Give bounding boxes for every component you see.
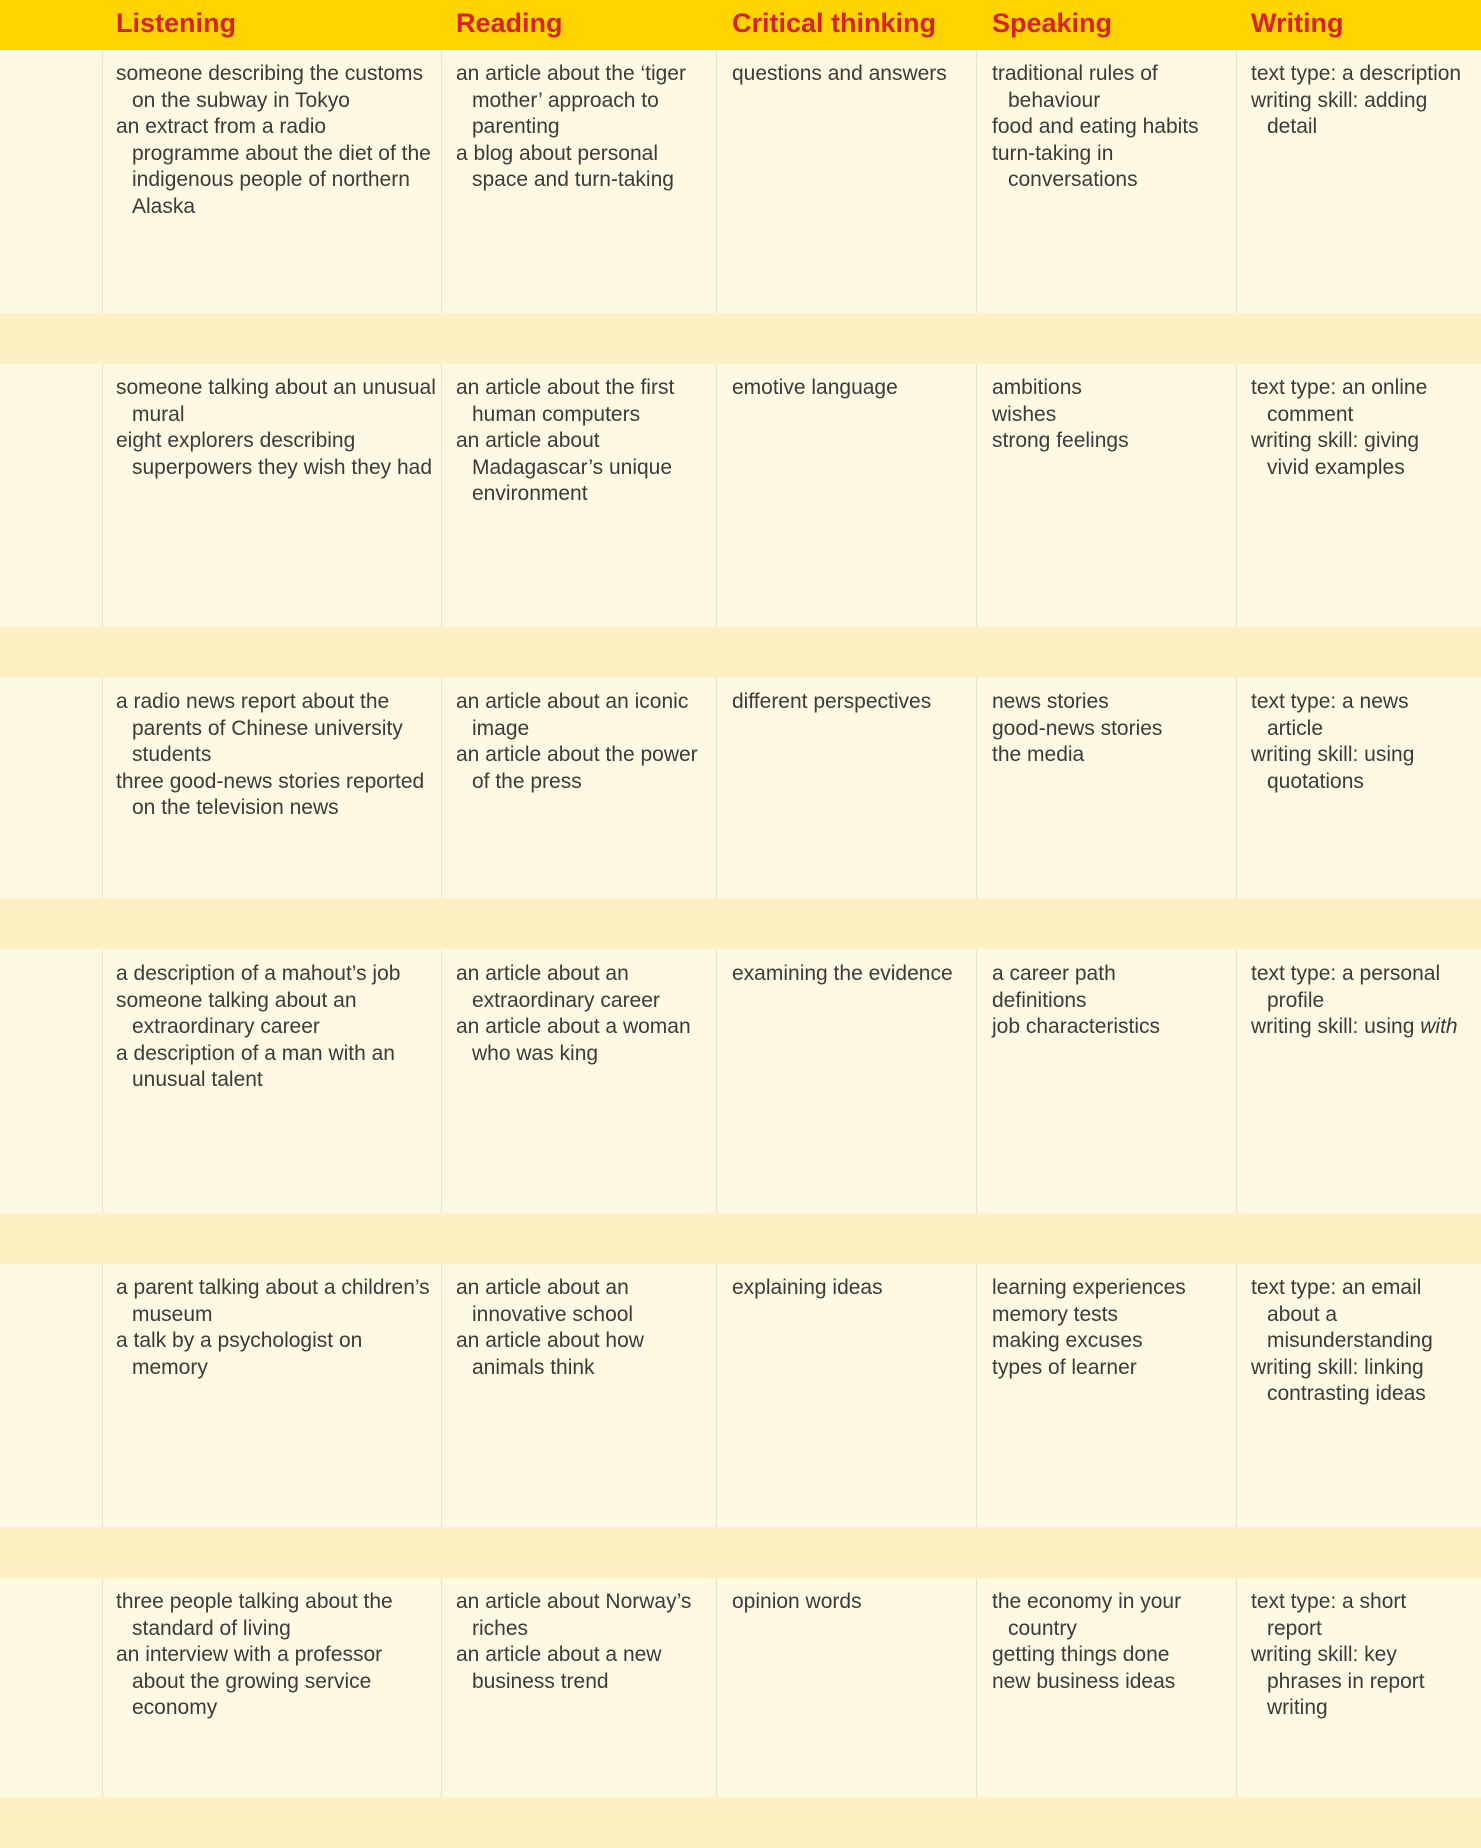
cell-speaking [992, 375, 1232, 455]
list-item [732, 375, 972, 402]
item-text: opinion words [732, 1590, 862, 1613]
item-text: an article about an innovative school [456, 1276, 634, 1326]
item-text: text type: a short report [1251, 1590, 1407, 1640]
column-divider [102, 1264, 103, 1527]
column-divider [976, 364, 977, 627]
cell-listening [116, 375, 436, 481]
list-item [992, 988, 1232, 1015]
cell-speaking [992, 61, 1232, 194]
list-item [1251, 1014, 1466, 1041]
column-divider [976, 950, 977, 1213]
column-divider [441, 364, 442, 627]
item-text: writing skill: adding detail [1251, 88, 1428, 139]
row-separator [0, 1213, 1481, 1264]
list-item [116, 988, 436, 1041]
list-item [456, 1275, 718, 1328]
list-item [456, 689, 718, 742]
list-item [992, 402, 1232, 429]
column-divider [1236, 1578, 1237, 1798]
list-item [992, 61, 1232, 114]
column-divider [1236, 950, 1237, 1213]
list-item [456, 375, 718, 428]
item-text: three good-news stories reported on the television news [116, 769, 425, 820]
list-item [992, 1014, 1232, 1041]
list-item [992, 1355, 1232, 1382]
item-text: a career path [992, 962, 1116, 985]
item-text: an article about an iconic image [456, 690, 689, 740]
cell-reading [456, 961, 718, 1067]
list-item [456, 141, 718, 194]
list-item [732, 61, 972, 88]
list-item [1251, 375, 1466, 428]
list-item [456, 1642, 718, 1695]
table-row [0, 364, 1481, 627]
list-item [992, 689, 1232, 716]
cell-writing [1251, 1589, 1466, 1722]
row-separator [0, 313, 1481, 364]
column-divider [102, 950, 103, 1213]
item-text: good-news stories [992, 716, 1163, 740]
item-text: someone talking about an extraordinary career [116, 988, 357, 1039]
item-text: the economy in your country [992, 1590, 1182, 1640]
list-item [116, 375, 436, 428]
cell-writing [1251, 375, 1466, 481]
list-item [116, 1589, 436, 1642]
item-text: an article about how animals think [456, 1329, 644, 1379]
cell-writing [1251, 689, 1466, 795]
item-text: an interview with a professor about the growing service economy [116, 1643, 383, 1720]
column-divider [102, 50, 103, 313]
item-text: writing skill: giving vivid examples [1251, 429, 1420, 479]
header-listening: Listening [116, 8, 236, 38]
cell-critical-thinking [732, 961, 972, 988]
item-text: an article about Norway’s riches [456, 1590, 692, 1640]
item-text: writing skill: key phrases in report writing [1251, 1643, 1425, 1720]
list-item [116, 689, 436, 769]
list-item [992, 141, 1232, 194]
item-text: writing skill: using [1251, 1015, 1415, 1039]
list-item [732, 1275, 972, 1302]
cell-critical-thinking [732, 61, 972, 88]
cell-listening [116, 1275, 436, 1381]
item-text: a blog about personal space and turn-taking [456, 141, 674, 192]
cell-reading [456, 1275, 718, 1381]
item-text: job characteristics [992, 1015, 1161, 1039]
column-divider [441, 1578, 442, 1798]
cell-listening [116, 1589, 436, 1722]
item-text: strong feelings [992, 429, 1129, 453]
item-text: a description of a man with an unusual talent [116, 1041, 395, 1092]
list-item [992, 742, 1232, 769]
table-row [0, 950, 1481, 1213]
list-item [456, 1328, 718, 1381]
header-writing: Writing [1251, 8, 1344, 38]
cell-listening [116, 689, 436, 822]
column-divider [976, 1264, 977, 1527]
list-item [116, 1041, 436, 1094]
cell-writing [1251, 1275, 1466, 1408]
list-item [1251, 61, 1466, 88]
row-separator [0, 898, 1481, 949]
column-divider [1236, 1264, 1237, 1527]
item-text: someone describing the customs on the subway in Tokyo [116, 62, 423, 112]
header-critical-thinking: Critical thinking [732, 8, 937, 38]
list-item [1251, 428, 1466, 481]
list-item [1251, 1589, 1466, 1642]
row-separator [0, 1797, 1481, 1848]
column-divider [441, 950, 442, 1213]
table-row [0, 678, 1481, 898]
list-item [992, 1589, 1232, 1642]
list-item [992, 1669, 1232, 1696]
column-divider [102, 1578, 103, 1798]
cell-speaking [992, 961, 1232, 1041]
list-item [116, 114, 436, 220]
cell-critical-thinking [732, 689, 972, 716]
cell-listening [116, 961, 436, 1094]
item-text: an article about the ‘tiger mother’ approach to parenting [456, 62, 686, 139]
item-text: a talk by a psychologist on memory [116, 1329, 363, 1379]
item-text: an article about an extraordinary career [456, 962, 660, 1012]
item-text: explaining ideas [732, 1276, 883, 1299]
column-divider [1236, 50, 1237, 313]
column-divider [976, 678, 977, 898]
item-text: a description of a mahout’s job [116, 962, 401, 985]
list-item [992, 428, 1232, 455]
item-text: examining the evidence [732, 962, 953, 985]
column-divider [102, 364, 103, 627]
list-item [116, 1328, 436, 1381]
item-text: eight explorers describing superpowers they wish they had [116, 429, 432, 479]
list-item [992, 1328, 1232, 1355]
item-text: learning experiences [992, 1276, 1186, 1299]
item-text: ambitions [992, 376, 1082, 399]
list-item [456, 61, 718, 141]
item-text: an extract from a radio programme about the diet of the indigenous people of northern Alaska [116, 115, 431, 218]
item-text: wishes [992, 402, 1057, 426]
list-item [732, 1589, 972, 1616]
column-divider [102, 678, 103, 898]
item-text: text type: a personal profile [1251, 962, 1441, 1012]
list-item [1251, 1642, 1466, 1722]
cell-listening [116, 61, 436, 221]
item-text: someone talking about an unusual mural [116, 376, 436, 426]
cell-speaking [992, 1589, 1232, 1695]
item-text: text type: an online comment [1251, 376, 1428, 426]
item-text: emotive language [732, 376, 898, 399]
cell-reading [456, 61, 718, 194]
list-item [992, 375, 1232, 402]
item-emphasis: with [1420, 1015, 1458, 1039]
item-text: a radio news report about the parents of Chinese university students [116, 690, 403, 767]
list-item [1251, 961, 1466, 1014]
list-item [732, 961, 972, 988]
item-text: turn-taking in conversations [992, 141, 1138, 192]
list-item [992, 114, 1232, 141]
cell-reading [456, 689, 718, 795]
cell-critical-thinking [732, 1589, 972, 1616]
item-text: text type: a news article [1251, 690, 1409, 740]
table-header [0, 0, 1481, 50]
list-item [992, 1302, 1232, 1329]
item-text: three people talking about the standard of living [116, 1590, 393, 1640]
item-text: text type: an email about a misunderstanding [1251, 1276, 1433, 1353]
item-text: making excuses [992, 1329, 1143, 1353]
item-text: questions and answers [732, 62, 947, 85]
list-item [992, 1642, 1232, 1669]
list-item [1251, 88, 1466, 141]
list-item [992, 1275, 1232, 1302]
list-item [1251, 742, 1466, 795]
list-item [116, 428, 436, 481]
item-text: an article about Madagascar’s unique environment [456, 429, 673, 506]
column-divider [976, 1578, 977, 1798]
item-text: news stories [992, 690, 1109, 713]
column-divider [441, 1264, 442, 1527]
row-separator [0, 1527, 1481, 1578]
item-text: the media [992, 743, 1085, 767]
list-item [992, 961, 1232, 988]
column-divider [976, 50, 977, 313]
column-divider [441, 678, 442, 898]
cell-writing [1251, 61, 1466, 141]
list-item [732, 689, 972, 716]
item-text: writing skill: using quotations [1251, 743, 1415, 793]
item-text: new business ideas [992, 1669, 1176, 1693]
list-item [456, 1014, 718, 1067]
row-separator [0, 627, 1481, 678]
item-text: memory tests [992, 1302, 1119, 1326]
cell-speaking [992, 689, 1232, 769]
item-text: writing skill: linking contrasting ideas [1251, 1355, 1426, 1406]
list-item [456, 1589, 718, 1642]
list-item [116, 61, 436, 114]
header-reading: Reading [456, 8, 563, 38]
list-item [456, 961, 718, 1014]
cell-critical-thinking [732, 1275, 972, 1302]
item-text: an article about a woman who was king [456, 1015, 691, 1065]
cell-reading [456, 375, 718, 508]
item-text: different perspectives [732, 690, 932, 713]
list-item [116, 961, 436, 988]
header-speaking: Speaking [992, 8, 1113, 38]
column-divider [1236, 364, 1237, 627]
item-text: traditional rules of behaviour [992, 62, 1158, 112]
table-row [0, 1264, 1481, 1527]
cell-writing [1251, 961, 1466, 1041]
column-divider [1236, 678, 1237, 898]
list-item [456, 742, 718, 795]
cell-speaking [992, 1275, 1232, 1381]
item-text: an article about the power of the press [456, 743, 698, 793]
cell-critical-thinking [732, 375, 972, 402]
item-text: a parent talking about a children’s museum [116, 1276, 430, 1326]
item-text: definitions [992, 988, 1087, 1012]
table-row [0, 50, 1481, 313]
list-item [1251, 689, 1466, 742]
list-item [116, 769, 436, 822]
item-text: getting things done [992, 1643, 1170, 1667]
item-text: food and eating habits [992, 115, 1199, 139]
item-text: an article about a new business trend [456, 1643, 662, 1693]
cell-reading [456, 1589, 718, 1695]
list-item [116, 1275, 436, 1328]
list-item [992, 716, 1232, 743]
list-item [116, 1642, 436, 1722]
item-text: types of learner [992, 1355, 1137, 1379]
item-text: an article about the first human computers [456, 376, 675, 426]
list-item [456, 428, 718, 508]
column-divider [441, 50, 442, 313]
item-text: text type: a description [1251, 62, 1462, 85]
list-item [1251, 1275, 1466, 1355]
table-row [0, 1578, 1481, 1798]
list-item [1251, 1355, 1466, 1408]
